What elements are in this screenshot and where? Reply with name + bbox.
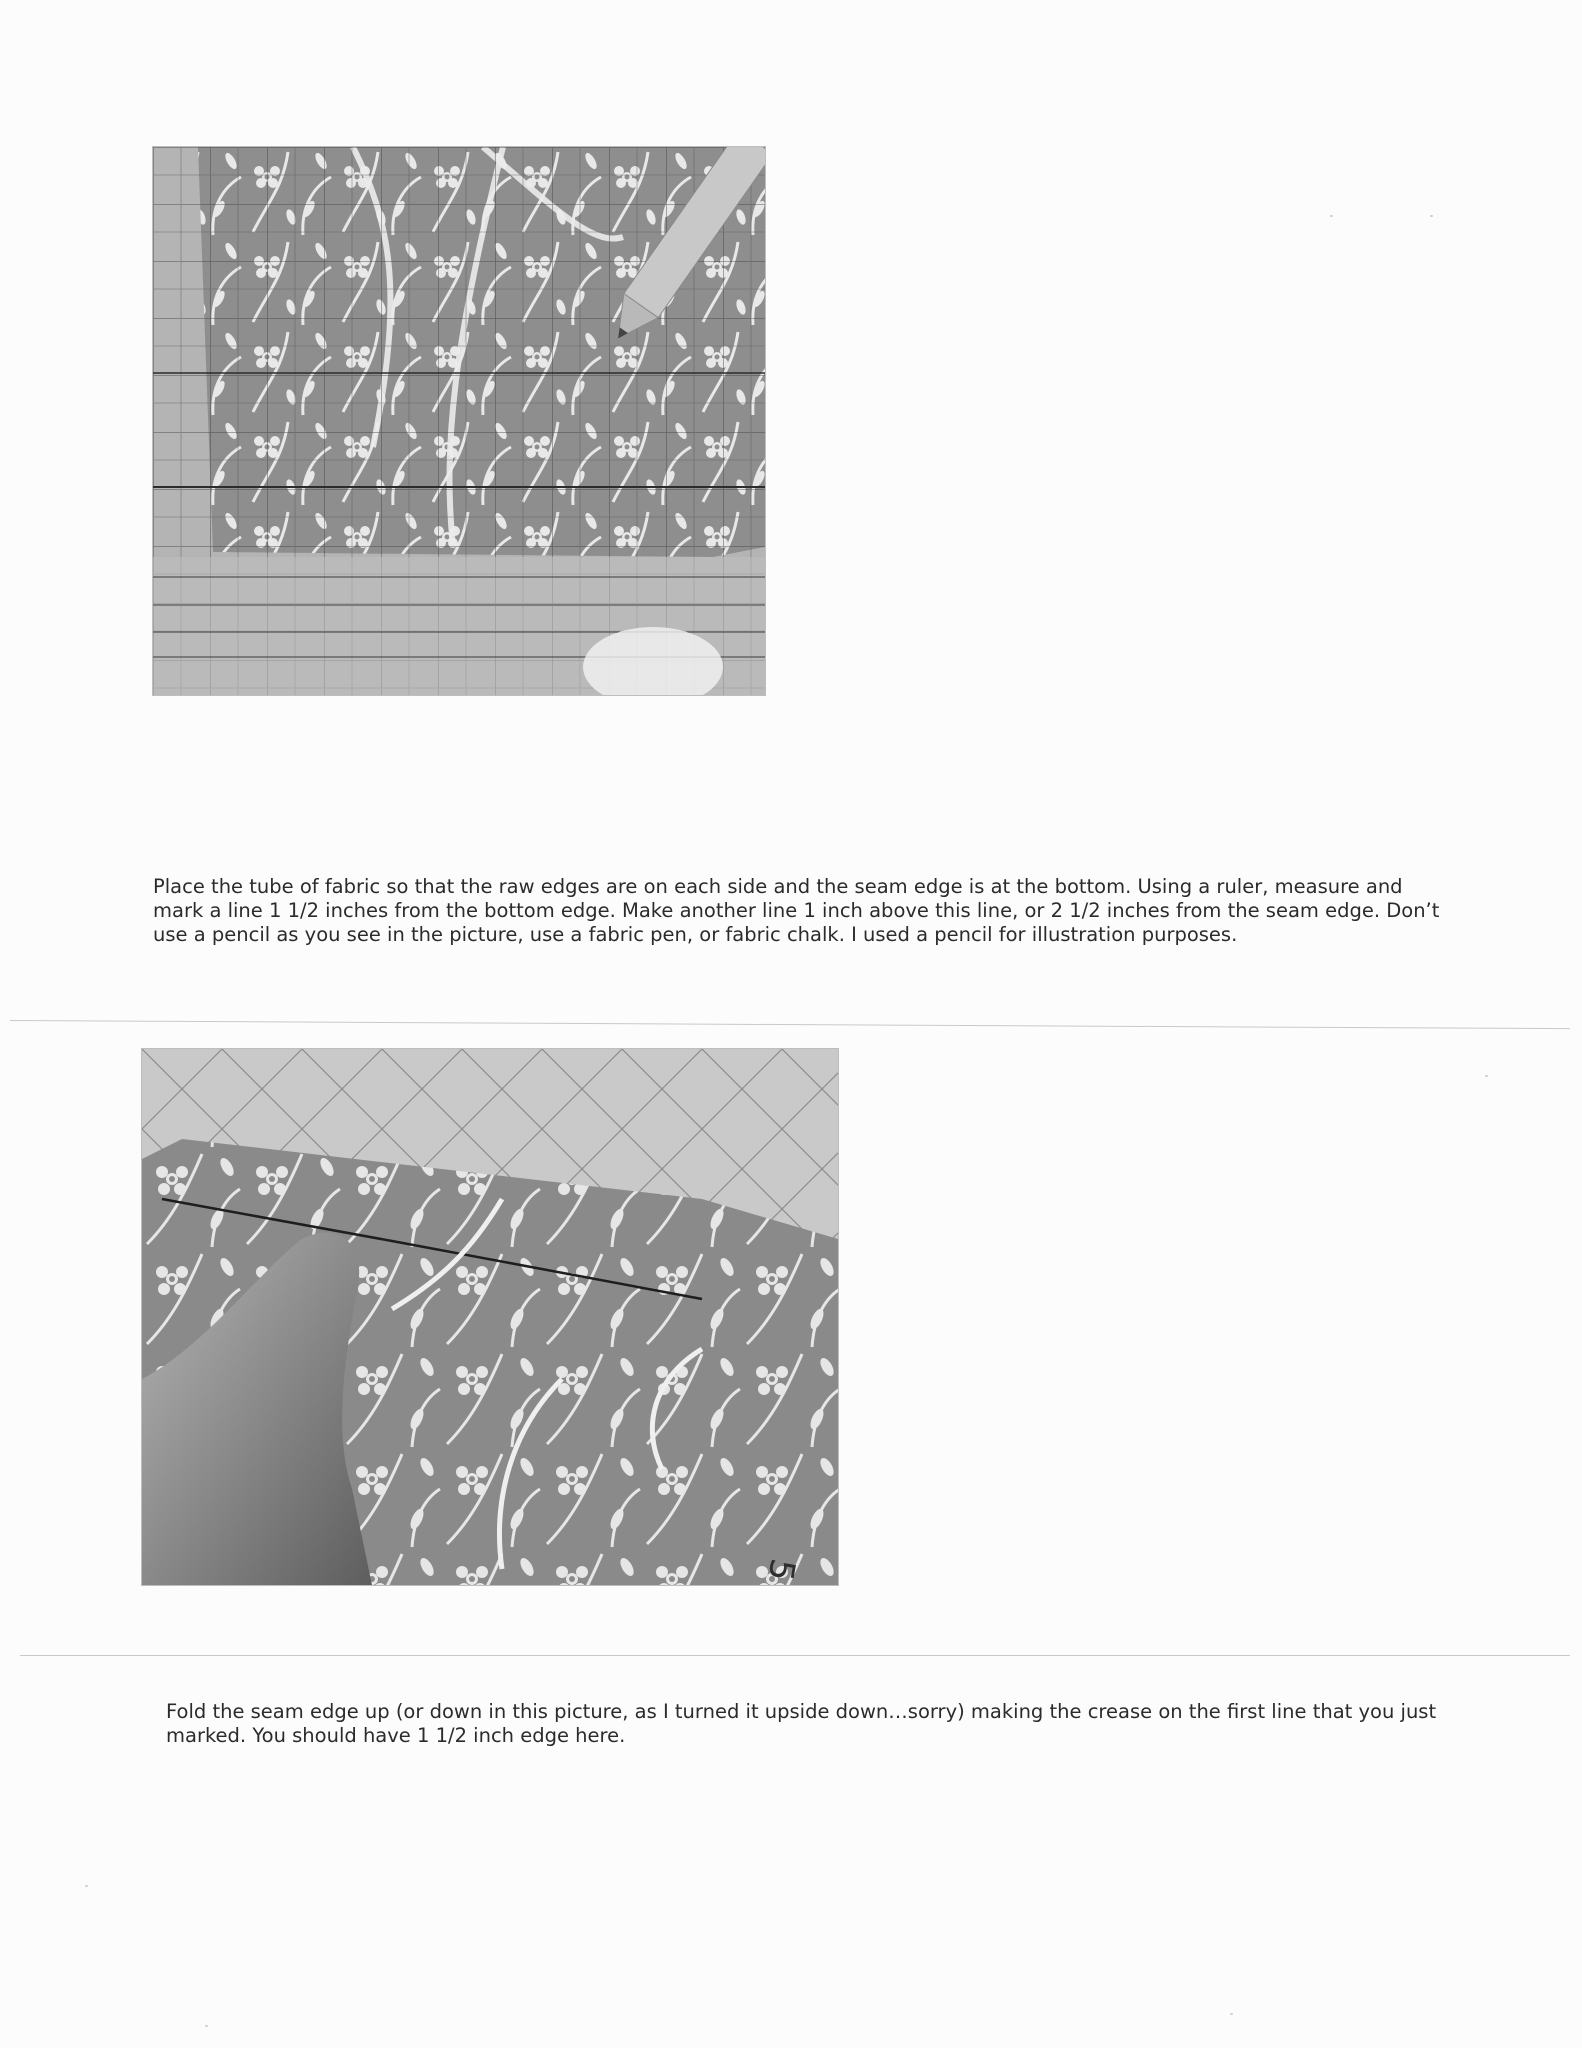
folded-fabric-photo [141,1048,839,1586]
instruction-step-fold-edge: Fold the seam edge up (or down in this picture, as I turned it upside down…sorry) making the crease on the first line that you just marked. You should have 1 1/2 inch edge here. [166,1700,1437,1747]
scan-speck [1430,215,1433,217]
section-divider [20,1655,1570,1656]
scan-speck [205,2025,208,2027]
scan-speck [1230,2013,1233,2015]
fabric-on-ruler-illustration [153,147,765,695]
scan-speck [85,1885,88,1887]
instruction-step-mark-lines: Place the tube of fabric so that the raw edges are on each side and the seam edge is at the bottom. Using a ruler, measure and mark a line 1 1/2 inches from the bottom edge. Make another line 1 inch above this line, or 2 1/2 inches from the seam edge. Don’t use a pencil as you see in the picture, use a fabric pen, or fabric chalk. I used a pencil for illustration purposes. [153,875,1440,946]
ruler-number-label: 5 [759,1555,803,1584]
scan-speck [1330,215,1333,217]
fabric-on-ruler-photo [152,146,766,696]
section-divider [10,1020,1570,1029]
scan-speck [1485,1075,1488,1077]
folded-fabric-illustration [142,1049,838,1585]
